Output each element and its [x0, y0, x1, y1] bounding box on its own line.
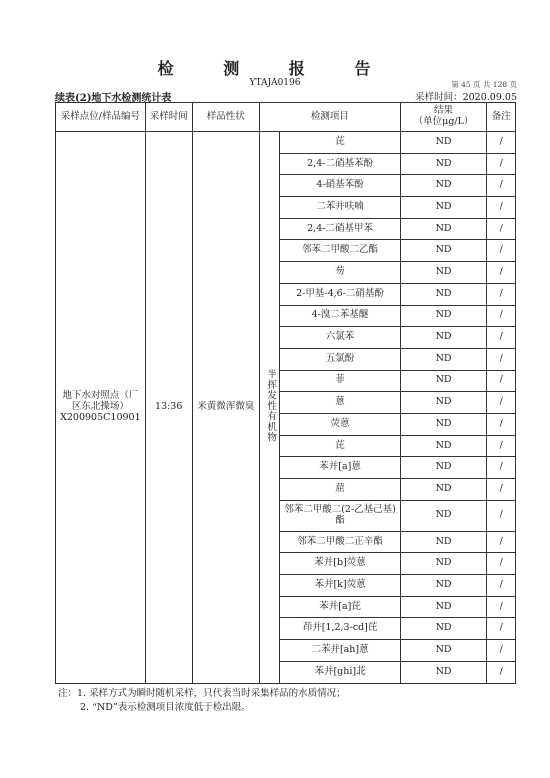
result-cell: ND — [400, 262, 487, 284]
result-cell: ND — [400, 435, 487, 457]
item-cell: 䓛 — [280, 479, 400, 501]
table-title: 续表(2)地下水检测统计表 — [55, 93, 172, 104]
result-cell: ND — [400, 553, 487, 575]
result-cell: ND — [400, 479, 487, 501]
remark-cell: / — [487, 197, 516, 219]
sample-nature-cell: 米黄微浑微臭 — [192, 132, 259, 684]
column-header-result-label: 结果 — [434, 105, 454, 117]
item-cell: 苯并[a]芘 — [280, 596, 400, 618]
remark-cell: / — [487, 575, 516, 597]
result-cell: ND — [400, 575, 487, 597]
result-cell: ND — [400, 283, 487, 305]
item-cell: 二苯并[ah]蒽 — [280, 640, 400, 662]
remark-cell: / — [487, 500, 516, 531]
table-header-row — [56, 103, 516, 132]
note-2: 2. “ND”表示检测项目浓度低于检出限。 — [80, 702, 251, 713]
remark-cell: / — [487, 283, 516, 305]
remark-cell: / — [487, 240, 516, 262]
remark-cell: / — [487, 348, 516, 370]
remark-cell: / — [487, 435, 516, 457]
result-cell: ND — [400, 327, 487, 349]
remark-cell: / — [487, 661, 516, 683]
result-cell: ND — [400, 618, 487, 640]
item-cell: 邻苯二甲酸二乙酯 — [280, 240, 400, 262]
result-cell: ND — [400, 413, 487, 435]
item-cell: 芴 — [280, 262, 400, 284]
remark-cell: / — [487, 531, 516, 553]
remark-cell: / — [487, 640, 516, 662]
groundwater-results-table — [55, 102, 516, 684]
category-cell — [259, 132, 279, 684]
item-cell: 二苯并呋喃 — [280, 197, 400, 219]
column-header-remark: 备注 — [487, 103, 516, 132]
remark-cell: / — [487, 553, 516, 575]
report-title: 检 测 报 告 — [157, 59, 393, 78]
note-1: 注：1. 采样方式为瞬时随机采样，只代表当时采集样品的水质情况； — [58, 688, 346, 699]
item-cell: 2,4-二硝基苯酚 — [280, 153, 400, 175]
item-cell: 菲 — [280, 370, 400, 392]
result-cell: ND — [400, 348, 487, 370]
remark-cell: / — [487, 305, 516, 327]
item-cell: 2-甲基-4,6-二硝基酚 — [280, 283, 400, 305]
sample-time-cell: 13:36 — [145, 132, 192, 684]
column-header-result — [400, 103, 487, 132]
result-cell: ND — [400, 640, 487, 662]
result-cell: ND — [400, 305, 487, 327]
remark-cell: / — [487, 175, 516, 197]
result-cell: ND — [400, 218, 487, 240]
remark-cell: / — [487, 327, 516, 349]
result-cell: ND — [400, 392, 487, 414]
result-cell: ND — [400, 153, 487, 175]
item-cell: 荧蒽 — [280, 413, 400, 435]
result-cell: ND — [400, 500, 487, 531]
result-cell: ND — [400, 132, 487, 154]
column-header-result-unit: （单位μg/L） — [413, 116, 474, 127]
result-cell: ND — [400, 457, 487, 479]
column-header-item: 检测项目 — [259, 103, 400, 132]
column-header-nature: 样品性状 — [192, 103, 259, 132]
item-cell: 六氯苯 — [280, 327, 400, 349]
item-cell: 苯并[a]蒽 — [280, 457, 400, 479]
remark-cell: / — [487, 479, 516, 501]
remark-cell: / — [487, 370, 516, 392]
result-cell: ND — [400, 175, 487, 197]
item-cell: 4-溴二苯基醚 — [280, 305, 400, 327]
category-label: 半挥发性有机物 — [265, 368, 277, 443]
result-cell: ND — [400, 596, 487, 618]
report-number: YTAJA0196 — [249, 78, 301, 88]
column-header-time: 采样时间 — [145, 103, 192, 132]
result-cell: ND — [400, 240, 487, 262]
remark-cell: / — [487, 596, 516, 618]
remark-cell: / — [487, 392, 516, 414]
item-cell: 蒽 — [280, 392, 400, 414]
item-cell: 2,4-二硝基甲苯 — [280, 218, 400, 240]
remark-cell: / — [487, 413, 516, 435]
item-cell: 苯并[ghi]苝 — [280, 661, 400, 683]
result-cell: ND — [400, 531, 487, 553]
remark-cell: / — [487, 153, 516, 175]
remark-cell: / — [487, 132, 516, 154]
remark-cell: / — [487, 218, 516, 240]
notes — [58, 687, 346, 715]
remark-cell: / — [487, 262, 516, 284]
item-cell: 苯并[b]荧蒽 — [280, 553, 400, 575]
result-cell: ND — [400, 661, 487, 683]
item-cell: 茚并[1,2,3-cd]芘 — [280, 618, 400, 640]
item-cell: 4-硝基苯酚 — [280, 175, 400, 197]
sample-time: 采样时间：2020.09.05 — [415, 92, 517, 103]
item-cell: 邻苯二甲酸二正辛酯 — [280, 531, 400, 553]
table-body — [56, 132, 516, 684]
page-number: 第 45 页 共 128 页 — [451, 80, 517, 89]
sample-site-cell: 地下水对照点（厂区东北操场）X200905C10901 — [56, 132, 146, 684]
table-row — [56, 132, 516, 154]
result-cell: ND — [400, 370, 487, 392]
item-cell: 芘 — [280, 435, 400, 457]
remark-cell: / — [487, 457, 516, 479]
item-cell: 芘 — [280, 132, 400, 154]
result-cell: ND — [400, 197, 487, 219]
remark-cell: / — [487, 618, 516, 640]
column-header-site: 采样点位/样品编号 — [56, 103, 146, 132]
item-cell: 苯并[k]荧蒽 — [280, 575, 400, 597]
item-cell: 五氯酚 — [280, 348, 400, 370]
item-cell: 邻苯二甲酸二(2-乙基己基)酯 — [280, 500, 400, 531]
